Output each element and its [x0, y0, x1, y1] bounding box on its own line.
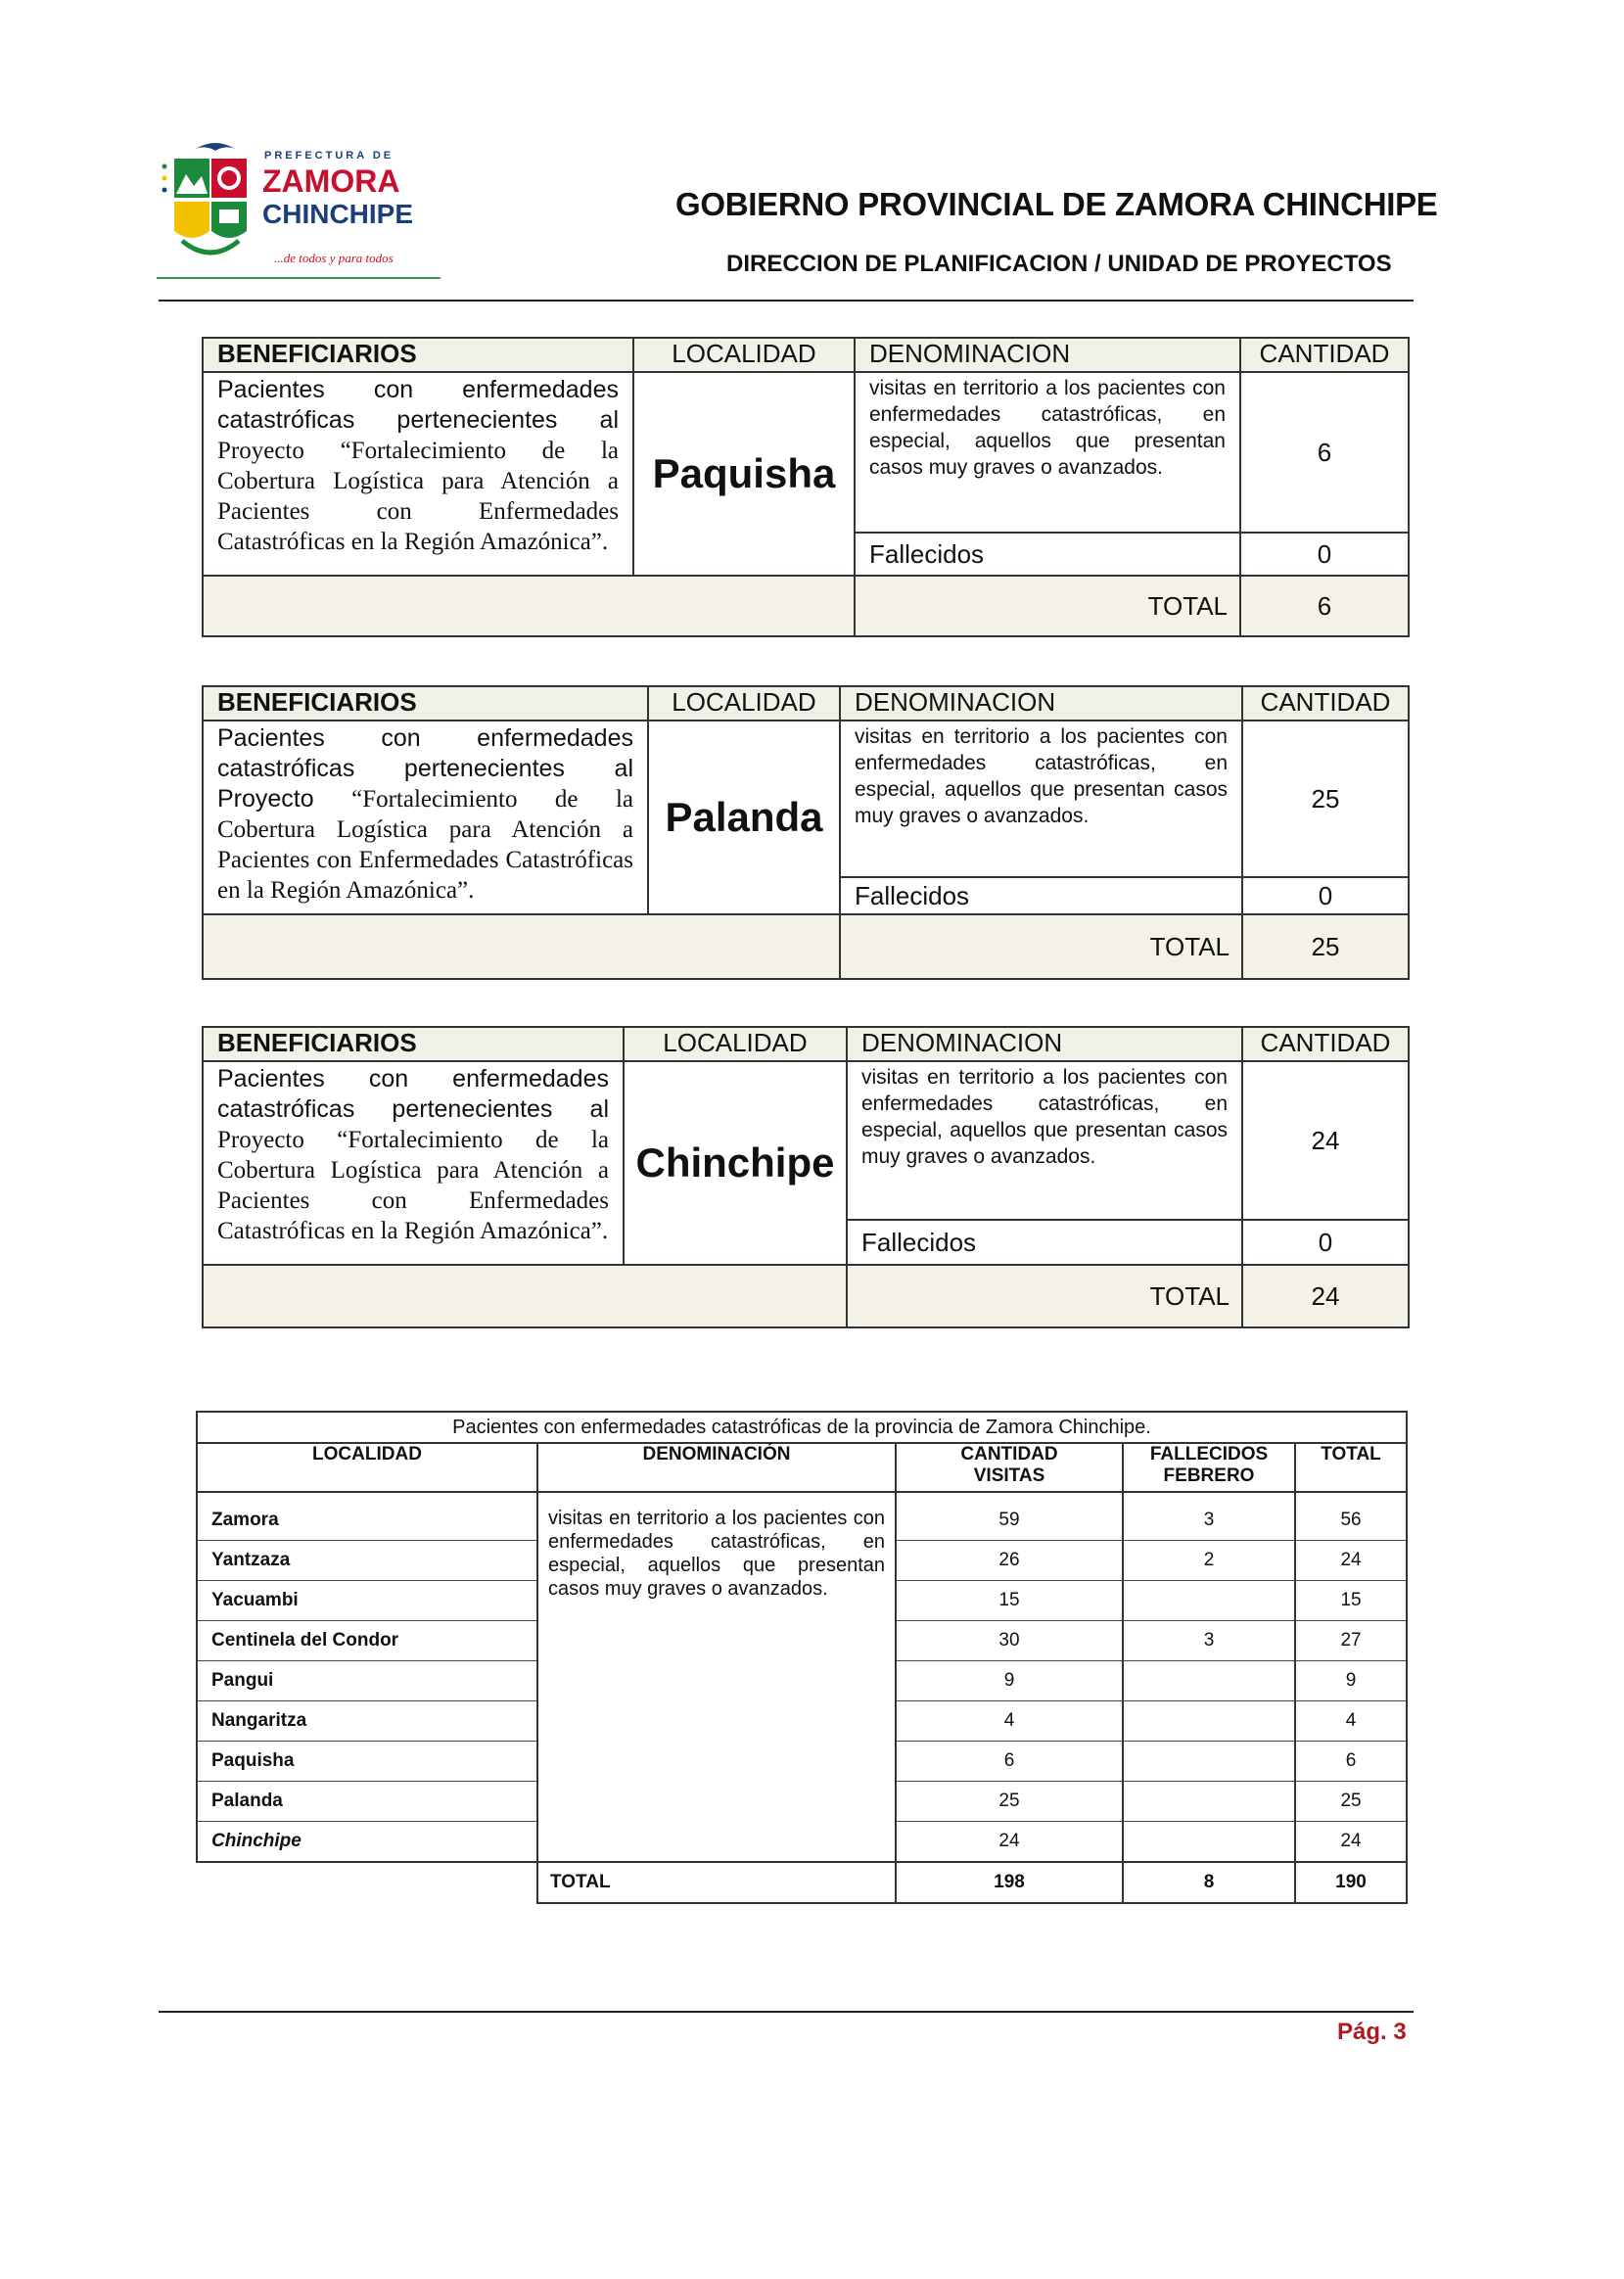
- fallecidos-label: Fallecidos: [840, 877, 1242, 914]
- logo-name-2: CHINCHIPE: [262, 199, 414, 229]
- total-value: 24: [1242, 1265, 1409, 1327]
- fallecidos-label: Fallecidos: [847, 1220, 1242, 1265]
- row-visitas: 15: [896, 1581, 1123, 1621]
- row-localidad: Yantzaza: [197, 1541, 537, 1581]
- cantidad-value: 6: [1240, 372, 1409, 533]
- document-title: GOBIERNO PROVINCIAL DE ZAMORA CHINCHIPE: [675, 186, 1438, 222]
- summary-col-cantidad-1: CANTIDAD: [960, 1444, 1058, 1465]
- document-subtitle: DIRECCION DE PLANIFICACION / UNIDAD DE PROYECTOS: [726, 251, 1392, 277]
- summary-gap: [197, 1492, 1407, 1501]
- paquisha-table: [202, 337, 1410, 637]
- row-visitas: 30: [896, 1621, 1123, 1661]
- summary-total-fallecidos: 8: [1123, 1862, 1295, 1903]
- summary-col-denominacion: DENOMINACIÓN: [537, 1443, 896, 1492]
- row-fallecidos: [1123, 1661, 1295, 1701]
- fallecidos-value: 0: [1242, 1220, 1409, 1265]
- footer-divider: [159, 2011, 1414, 2013]
- row-fallecidos: [1123, 1701, 1295, 1742]
- chinchipe-table: [202, 1026, 1410, 1328]
- total-label: TOTAL: [840, 914, 1242, 979]
- denominacion-text: visitas en territorio a los pacientes con enfermedades catastróficas, en especial, aquellos que presentan casos muy graves o avanzados.: [840, 721, 1242, 877]
- row-localidad: Zamora: [197, 1501, 537, 1541]
- total-label: TOTAL: [855, 576, 1240, 636]
- summary-total-total: 190: [1295, 1862, 1407, 1903]
- beneficiarios-text-b: Proyecto “Fortalecimiento de la Cobertura Logística para Atención a Pacientes con Enfermedades Catastróficas en la Región Amazónica”.: [217, 1127, 609, 1244]
- beneficiarios-text: [203, 721, 648, 914]
- page-number: Pág. 3: [1337, 2019, 1407, 2045]
- total-label: TOTAL: [847, 1265, 1242, 1327]
- header-divider: [159, 300, 1414, 302]
- row-visitas: 9: [896, 1661, 1123, 1701]
- row-visitas: 24: [896, 1822, 1123, 1863]
- fallecidos-value: 0: [1240, 533, 1409, 576]
- prefecture-logo: [157, 137, 450, 284]
- summary-total-row: [197, 1862, 1407, 1903]
- row-visitas: 26: [896, 1541, 1123, 1581]
- beneficiarios-text: [203, 372, 633, 576]
- cantidad-value: 24: [1242, 1061, 1409, 1220]
- table-row: [197, 1501, 1407, 1541]
- logo-prefecture-text: PREFECTURA DE: [264, 150, 394, 162]
- summary-col-total: TOTAL: [1295, 1443, 1407, 1492]
- summary-denominacion-text: visitas en territorio a los pacientes con enfermedades catastróficas, en especial, aquellos que presentan casos muy graves o avanzados.: [537, 1501, 896, 1862]
- col-localidad: LOCALIDAD: [648, 686, 840, 721]
- row-fallecidos: [1123, 1822, 1295, 1863]
- col-beneficiarios: BENEFICIARIOS: [203, 686, 648, 721]
- summary-col-fallecidos: [1123, 1443, 1295, 1492]
- localidad-name: Chinchipe: [624, 1061, 847, 1265]
- beneficiarios-text-a: Pacientes con enfermedades catastróficas pertenecientes al: [217, 1065, 609, 1123]
- row-localidad: Nangaritza: [197, 1701, 537, 1742]
- summary-col-localidad: LOCALIDAD: [197, 1443, 537, 1492]
- total-spacer: [203, 914, 840, 979]
- logo-name-1: ZAMORA: [262, 163, 400, 199]
- row-total: 4: [1295, 1701, 1407, 1742]
- row-localidad: Pangui: [197, 1661, 537, 1701]
- summary-table: [196, 1411, 1408, 1904]
- row-fallecidos: [1123, 1782, 1295, 1822]
- summary-col-fallecidos-2: FEBRERO: [1163, 1465, 1255, 1486]
- row-fallecidos: [1123, 1581, 1295, 1621]
- col-localidad: LOCALIDAD: [624, 1027, 847, 1061]
- row-total: 25: [1295, 1782, 1407, 1822]
- col-denominacion: DENOMINACION: [855, 338, 1240, 372]
- total-spacer: [203, 1265, 847, 1327]
- col-cantidad: CANTIDAD: [1242, 686, 1409, 721]
- beneficiarios-text-a: Pacientes con enfermedades catastróficas pertenecientes al Proyecto: [217, 724, 633, 813]
- logo-slogan: ...de todos y para todos: [274, 251, 394, 265]
- row-total: 15: [1295, 1581, 1407, 1621]
- row-visitas: 59: [896, 1501, 1123, 1541]
- summary-col-cantidad: [896, 1443, 1123, 1492]
- col-denominacion: DENOMINACION: [847, 1027, 1242, 1061]
- row-localidad: Centinela del Condor: [197, 1621, 537, 1661]
- total-spacer: [203, 576, 855, 636]
- row-fallecidos: 3: [1123, 1501, 1295, 1541]
- palanda-table: [202, 685, 1410, 980]
- beneficiarios-text-b: Proyecto “Fortalecimiento de la Cobertura Logística para Atención a Pacientes con Enfermedades Catastróficas en la Región Amazónica”.: [217, 438, 619, 555]
- beneficiarios-text: [203, 1061, 624, 1265]
- fallecidos-label: Fallecidos: [855, 533, 1240, 576]
- summary-total-spacer: [197, 1862, 537, 1903]
- summary-total-label: TOTAL: [537, 1862, 896, 1903]
- beneficiarios-text-a: Pacientes con enfermedades catastróficas pertenecientes al: [217, 376, 619, 434]
- total-value: 25: [1242, 914, 1409, 979]
- col-beneficiarios: BENEFICIARIOS: [203, 1027, 624, 1061]
- cantidad-value: 25: [1242, 721, 1409, 877]
- summary-col-cantidad-2: VISITAS: [973, 1465, 1045, 1486]
- localidad-name: Paquisha: [633, 372, 855, 576]
- localidad-name: Palanda: [648, 721, 840, 914]
- col-denominacion: DENOMINACION: [840, 686, 1242, 721]
- logo-underline: [157, 277, 441, 279]
- fallecidos-value: 0: [1242, 877, 1409, 914]
- col-localidad: LOCALIDAD: [633, 338, 855, 372]
- row-fallecidos: 3: [1123, 1621, 1295, 1661]
- total-value: 6: [1240, 576, 1409, 636]
- row-total: 24: [1295, 1822, 1407, 1863]
- row-visitas: 4: [896, 1701, 1123, 1742]
- row-total: 24: [1295, 1541, 1407, 1581]
- row-localidad: Palanda: [197, 1782, 537, 1822]
- summary-caption: Pacientes con enfermedades catastróficas de la provincia de Zamora Chinchipe.: [197, 1412, 1407, 1443]
- row-total: 56: [1295, 1501, 1407, 1541]
- denominacion-text: visitas en territorio a los pacientes con enfermedades catastróficas, en especial, aquellos que presentan casos muy graves o avanzados.: [847, 1061, 1242, 1220]
- col-cantidad: CANTIDAD: [1242, 1027, 1409, 1061]
- denominacion-text: visitas en territorio a los pacientes con enfermedades catastróficas, en especial, aquellos que presentan casos muy graves o avanzados.: [855, 372, 1240, 533]
- row-fallecidos: 2: [1123, 1541, 1295, 1581]
- beneficiarios-text-b: “Fortalecimiento de la Cobertura Logística para Atención a Pacientes con Enfermedades Catastróficas en la Región Amazónica”.: [217, 786, 633, 904]
- row-localidad: Paquisha: [197, 1742, 537, 1782]
- row-total: 9: [1295, 1661, 1407, 1701]
- row-total: 6: [1295, 1742, 1407, 1782]
- row-localidad: Yacuambi: [197, 1581, 537, 1621]
- col-cantidad: CANTIDAD: [1240, 338, 1409, 372]
- col-beneficiarios: BENEFICIARIOS: [203, 338, 633, 372]
- row-visitas: 25: [896, 1782, 1123, 1822]
- row-visitas: 6: [896, 1742, 1123, 1782]
- row-localidad: Chinchipe: [197, 1822, 537, 1863]
- summary-col-fallecidos-1: FALLECIDOS: [1149, 1444, 1269, 1465]
- row-fallecidos: [1123, 1742, 1295, 1782]
- row-total: 27: [1295, 1621, 1407, 1661]
- summary-total-visitas: 198: [896, 1862, 1123, 1903]
